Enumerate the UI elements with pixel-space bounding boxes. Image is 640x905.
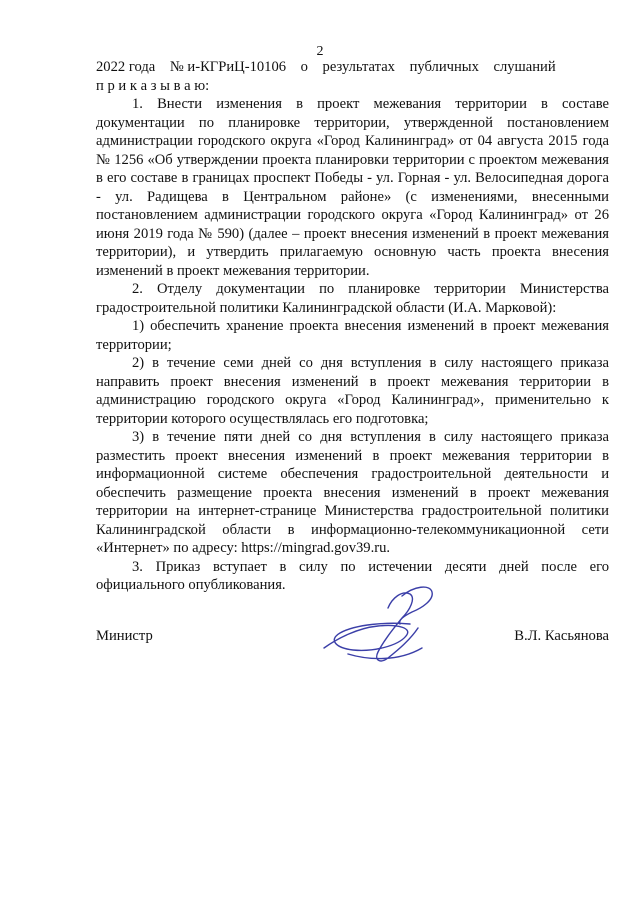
paragraph-item-1: 1. Внести изменения в проект межевания территории в составе документации по планировке территории, утвержденной постановлением администрации городского округа «Город Калининград» от 04 августа 2015 года № 1256 «Об утверждении проекта планировки территории с проектом межевания в его составе в границах проспект Победы - ул. Горная - ул. Велосипедная дорога - ул. Радищева в Центральном районе» (с изменениями, внесенными постановлением администрации городского округа «Город Калининград» от 26 июня 2019 года № 590) (далее – проект внесения изменений в проект межевания территории), и утвердить прилагаемую основную часть проекта внесения изменений в проект межевания территории. bbox=[96, 96, 609, 279]
paragraph-item-3: 3. Приказ вступает в силу по истечении десяти дней после его официального опубликования. bbox=[96, 558, 609, 593]
page-number: 2 bbox=[316, 44, 324, 59]
paragraph-item-2: 2. Отделу документации по планировке территории Министерства градостроительной политики Калининградской области (И.А. Марковой): bbox=[96, 281, 609, 316]
signatory-title: Министр bbox=[96, 628, 153, 644]
signatory-name: В.Л. Касьянова bbox=[514, 628, 609, 644]
intro-line: 2022 года № и-КГРиЦ-10106 о результатах публичных слушаний bbox=[96, 59, 556, 75]
document-body bbox=[96, 58, 609, 595]
signature-block bbox=[96, 628, 609, 648]
paragraph-item-2-1: 1) обеспечить хранение проекта внесения изменений в проект межевания территории; bbox=[96, 318, 609, 353]
order-verb: п р и к а з ы в а ю: bbox=[96, 77, 210, 94]
paragraph-item-2-3: 3) в течение пяти дней со дня вступления в силу настоящего приказа разместить проект внесения изменений в проект межевания территории в информационной системе обеспечения градостроительной деятельности и обеспечить размещение проекта внесения изменений в проект межевания территории на интернет-странице Министерства градостроительной политики Калининградской области в информационно-телекоммуникационной сети «Интернет» по адресу: https://mingrad.gov39.ru. bbox=[96, 429, 609, 556]
paragraph-item-2-2: 2) в течение семи дней со дня вступления в силу настоящего приказа направить проект внесения изменений в проект межевания территории в администрацию городского округа «Город Калининград», применительно к территории которого осуществлялась его подготовка; bbox=[96, 355, 609, 427]
